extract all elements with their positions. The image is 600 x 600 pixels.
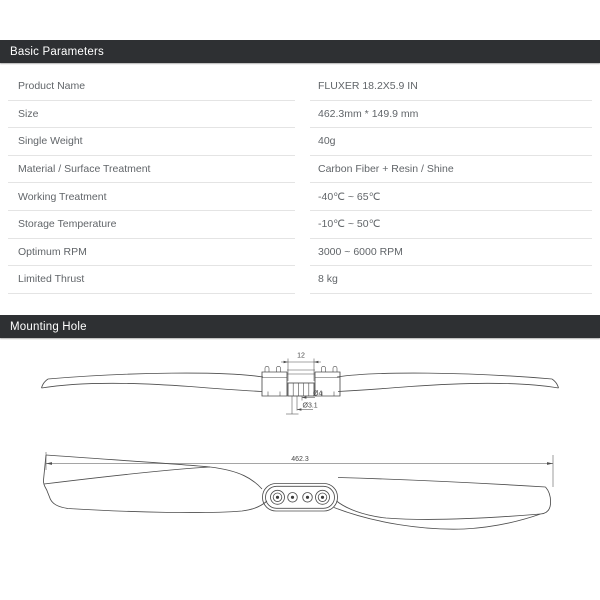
section-title-basic-parameters: Basic Parameters bbox=[10, 45, 104, 58]
spec-table bbox=[0, 63, 600, 294]
table-row bbox=[0, 266, 600, 294]
dimension-label-hub-width: 12 bbox=[297, 352, 305, 360]
spec-label-cell: Working Treatment bbox=[8, 183, 295, 211]
dimension-label-hole-small: Ø3.1 bbox=[302, 402, 318, 410]
table-row bbox=[0, 239, 600, 267]
spec-label-cell: Limited Thrust bbox=[8, 266, 295, 294]
dimension-hole-diameters bbox=[286, 391, 322, 415]
technical-drawing bbox=[0, 340, 600, 600]
spec-label-cell: Storage Temperature bbox=[8, 211, 295, 239]
table-row bbox=[0, 128, 600, 156]
table-row bbox=[0, 156, 600, 184]
dimension-label-blade-length: 462.3 bbox=[291, 456, 309, 463]
section-title-mounting-hole: Mounting Hole bbox=[10, 320, 87, 333]
hub-bolt-section bbox=[288, 383, 314, 396]
side-view-propeller bbox=[42, 366, 559, 396]
spec-label-cell: Size bbox=[8, 101, 295, 129]
spec-label-cell: Product Name bbox=[8, 73, 295, 101]
table-row bbox=[0, 183, 600, 211]
hub-mounting-holes bbox=[263, 484, 338, 512]
hub-clamp-left bbox=[262, 366, 287, 396]
spec-value-cell: 8 kg bbox=[310, 266, 592, 294]
section-header-basic-parameters bbox=[0, 40, 600, 63]
spec-value-cell: FLUXER 18.2X5.9 IN bbox=[310, 73, 592, 101]
spec-label-cell: Optimum RPM bbox=[8, 239, 295, 267]
spec-value-cell: -10℃ ~ 50℃ bbox=[310, 211, 592, 239]
spec-value-cell: 3000 ~ 6000 RPM bbox=[310, 239, 592, 267]
spec-value-cell: 462.3mm * 149.9 mm bbox=[310, 101, 592, 129]
table-row bbox=[0, 101, 600, 129]
spec-value-cell: -40℃ ~ 65℃ bbox=[310, 183, 592, 211]
table-row bbox=[0, 211, 600, 239]
spec-value-cell: 40g bbox=[310, 128, 592, 156]
dimension-label-hole-large: Ø4 bbox=[313, 390, 323, 398]
spec-label-cell: Material / Surface Treatment bbox=[8, 156, 295, 184]
spec-label-cell: Single Weight bbox=[8, 128, 295, 156]
table-row bbox=[0, 73, 600, 101]
top-view-propeller bbox=[43, 452, 553, 529]
mounting-hole-diagram bbox=[0, 340, 600, 600]
dimension-blade-length bbox=[46, 452, 553, 487]
section-header-mounting-hole bbox=[0, 315, 600, 338]
spec-value-cell: Carbon Fiber + Resin / Shine bbox=[310, 156, 592, 184]
